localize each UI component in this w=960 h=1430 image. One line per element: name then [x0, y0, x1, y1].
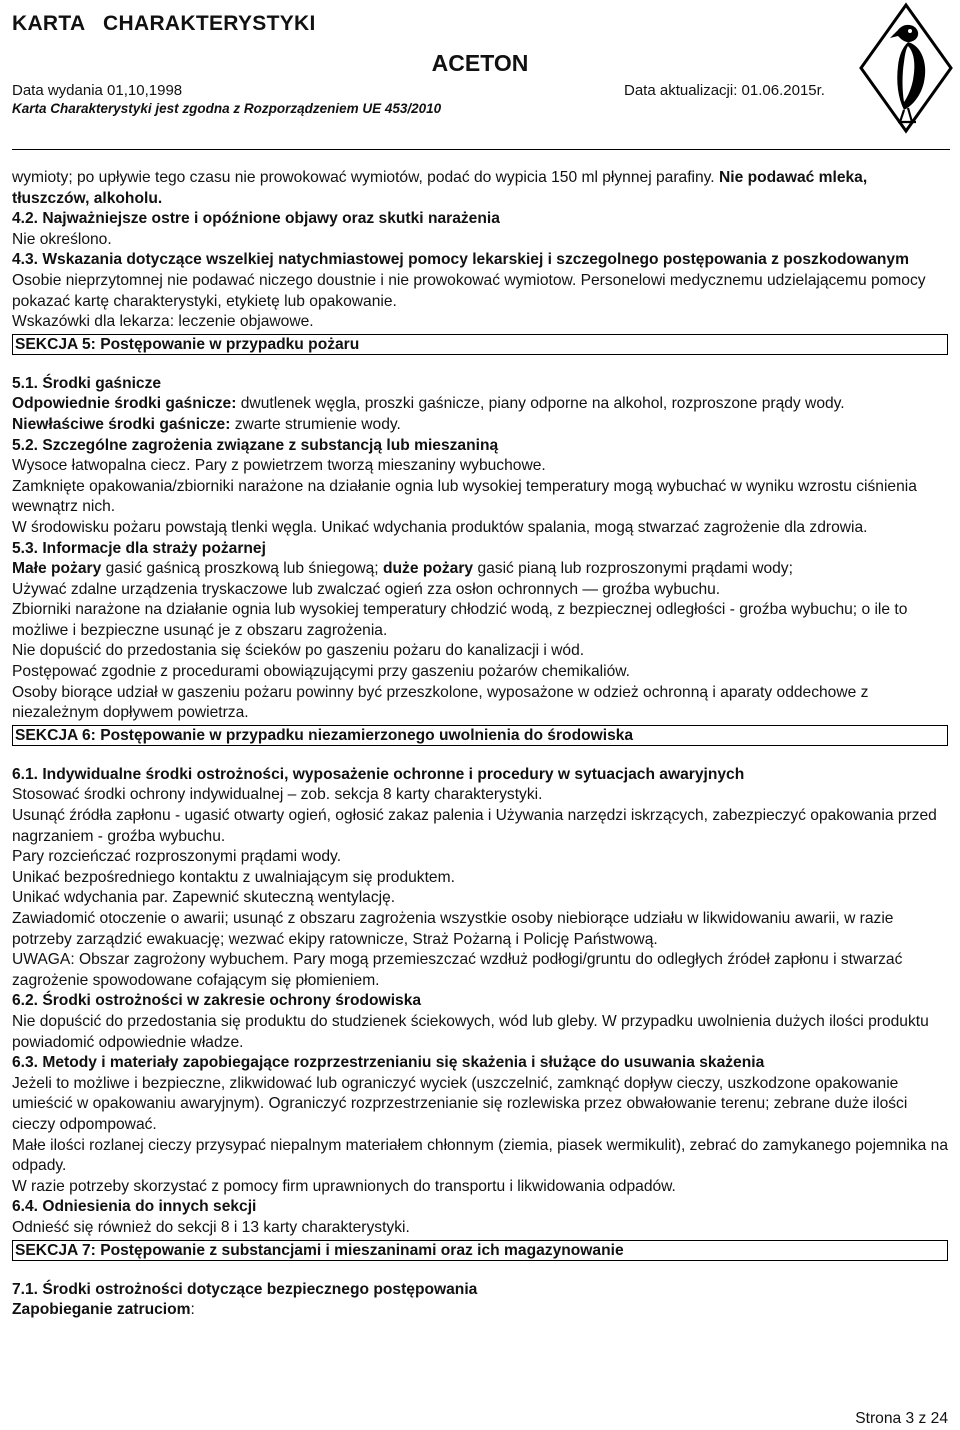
- paragraph: Unikać wdychania par. Zapewnić skuteczną wentylację.: [12, 889, 396, 907]
- paragraph: Odnieść się również do sekcji 8 i 13 karty charakterystyki.: [12, 1218, 410, 1236]
- paragraph: Zbiorniki narażone na działanie ognia lub wysokiej temperatury chłodzić wodą, z bezpiecznej odległości - groźba wybuchu; o ile to możliwe i bezpieczne usunąć je z obszaru zagrożenia.: [12, 601, 908, 639]
- page-header: [0, 0, 960, 150]
- subsection-heading: 4.2. Najważniejsze ostre i opóźnione objawy oraz skutki narażenia: [12, 210, 500, 228]
- subsection-heading: 6.3. Metody i materiały zapobiegające rozprzestrzenianiu się skażenia i służące do usuwania skażenia: [12, 1054, 765, 1072]
- paragraph: Małe ilości rozlanej cieczy przysypać niepalnym materiałem chłonnym (ziemia, piasek wermikulit), zebrać do zamykanego pojemnika na odpady.: [12, 1136, 948, 1175]
- page-number: Strona 3 z 24: [855, 1410, 948, 1427]
- subsection-heading: 6.2. Środki ostrożności w zakresie ochrony środowiska: [12, 992, 422, 1010]
- regulation-note: Karta Charakterystyki jest zgodna z Rozporządzeniem UE 453/2010: [12, 101, 442, 116]
- paragraph: Osobie nieprzytomnej nie podawać niczego doustnie i nie prowokować wymiotow. Personelowi medycznemu udzielającemu pomocy pokazać kartę charakterystyki, etykietę lub opakowanie.: [12, 271, 926, 310]
- subsection-heading: 6.4. Odniesienia do innych sekcji: [12, 1198, 257, 1216]
- bird-logo-icon: [858, 2, 954, 134]
- paragraph: Osoby biorące udział w gaszeniu pożaru powinny być przeszkolone, wyposażone w odzież ochronną i aparaty oddechowe z niezależnym dopływem powietrza.: [12, 683, 869, 722]
- subsection-heading: 5.2. Szczególne zagrożenia związane z substancją lub mieszaniną: [12, 436, 499, 454]
- subsection-heading: 6.1. Indywidualne środki ostrożności, wyposażenie ochronne i procedury w sytuacjach awaryjnych: [12, 765, 745, 783]
- subsection-heading: 4.3. Wskazania dotyczące wszelkiej natychmiastowej pomocy lekarskiej i szczegolnego postępowania z poszkodowanym: [12, 251, 909, 269]
- paragraph: Usunąć źródła zapłonu - ugasić otwarty ogień, ogłosić zakaz palenia i Używania narzędzi iskrzących, zabezpieczyć opakowania przed nagrzaniem - groźba wybuchu.: [12, 807, 937, 845]
- section-5-title: SEKCJA 5: Postępowanie w przypadku pożaru: [12, 334, 948, 355]
- paragraph: Unikać bezpośredniego kontaktu z uwalniającym się produktem.: [12, 868, 455, 886]
- product-name: ACETON: [431, 50, 529, 76]
- paragraph: Nie dopuścić do przedostania się ścieków po gaszeniu pożaru do kanalizacji i wód.: [12, 642, 585, 660]
- subsection-heading: 5.1. Środki gaśnicze: [12, 374, 162, 392]
- paragraph: Postępować zgodnie z procedurami obowiązującymi przy gaszeniu pożarów chemikaliów.: [12, 663, 630, 681]
- paragraph: Stosować środki ochrony indywidualnej – zob. sekcja 8 karty charakterystyki.: [12, 786, 543, 804]
- paragraph: Używać zdalne urządzenia tryskaczowe lub zwalczać ogień zza osłon ochronnych — groźba wybuchu.: [12, 580, 721, 598]
- paragraph: Niewłaściwe środki gaśnicze: zwarte strumienie wody.: [12, 415, 401, 433]
- paragraph: Zapobieganie zatruciom:: [12, 1301, 195, 1319]
- paragraph: Jeżeli to możliwe i bezpieczne, zlikwidować lub ograniczyć wyciek (uszczelnić, zamknąć dopływ cieczy, uszkodzone opakowanie umieścić w opakowaniu awaryjnym). Ograniczyć rozprzestrzenianie się rozlewiska przez obwałowanie terenu; zebrane duże ilości cieczy odpompować.: [12, 1074, 908, 1133]
- paragraph: Odpowiednie środki gaśnicze: dwutlenek węgla, proszki gaśnicze, piany odporne na alkohol, rozproszone prądy wody.: [12, 395, 845, 413]
- paragraph: Małe pożary gasić gaśnicą proszkową lub śniegową; duże pożary gasić pianą lub rozproszonymi prądami wody;: [12, 560, 793, 578]
- paragraph: Nie określono.: [12, 230, 112, 248]
- paragraph: W razie potrzeby skorzystać z pomocy firm uprawnionych do transportu i likwidowania odpadów.: [12, 1177, 676, 1195]
- paragraph: Pary rozcieńczać rozproszonymi prądami wody.: [12, 848, 342, 866]
- document-title: KARTA CHARAKTERYSTYKI: [12, 12, 316, 35]
- issue-date: Data wydania 01,10,1998: [12, 82, 183, 99]
- paragraph: Zamknięte opakowania/zbiorniki narażone na działanie ognia lub wysokiej temperatury mogą wybuchać w wyniku wzrostu ciśnienia wewnątrz nich.: [12, 477, 917, 516]
- document-body: [12, 168, 948, 1321]
- header-divider: [12, 149, 950, 150]
- paragraph: W środowisku pożaru powstają tlenki węgla. Unikać wdychania produktów spalania, mogą stwarzać zagrożenie dla zdrowia.: [12, 518, 868, 536]
- paragraph: Zawiadomić otoczenie o awarii; usunąć z obszaru zagrożenia wszystkie osoby niebiorące udziału w likwidowaniu awarii, w razie potrzeby zarządzić ewakuację; wezwać ekipy ratownicze, Straż Pożarną i Policję Państwową.: [12, 910, 894, 948]
- paragraph: Wysoce łatwopalna ciecz. Pary z powietrzem tworzą mieszaniny wybuchowe.: [12, 457, 546, 475]
- section-6-title: SEKCJA 6: Postępowanie w przypadku niezamierzonego uwolnienia do środowiska: [12, 725, 948, 746]
- subsection-heading: 5.3. Informacje dla straży pożarnej: [12, 539, 266, 557]
- paragraph: Wskazówki dla lekarza: leczenie objawowe.: [12, 313, 314, 331]
- paragraph: UWAGA: Obszar zagrożony wybuchem. Pary mogą przemieszczać wzdłuż podłogi/gruntu do odległych źródeł zapłonu i stwarzać zagrożenie spowodowane cofającym się płomieniem.: [12, 951, 903, 989]
- update-date: Data aktualizacji: 01.06.2015r.: [624, 82, 825, 99]
- paragraph: Nie dopuścić do przedostania się produktu do studzienek ściekowych, wód lub gleby. W przypadku uwolnienia dużych ilości produktu powiadomić odpowiednie władze.: [12, 1012, 929, 1051]
- paragraph: wymioty; po upływie tego czasu nie prowokować wymiotów, podać do wypicia 150 ml płynnej parafiny. Nie podawać mleka, tłuszczów, alkoholu.: [12, 169, 868, 207]
- section-7-title: SEKCJA 7: Postępowanie z substancjami i mieszaninami oraz ich magazynowanie: [12, 1240, 948, 1261]
- subsection-heading: 7.1. Środki ostrożności dotyczące bezpiecznego postępowania: [12, 1280, 478, 1298]
